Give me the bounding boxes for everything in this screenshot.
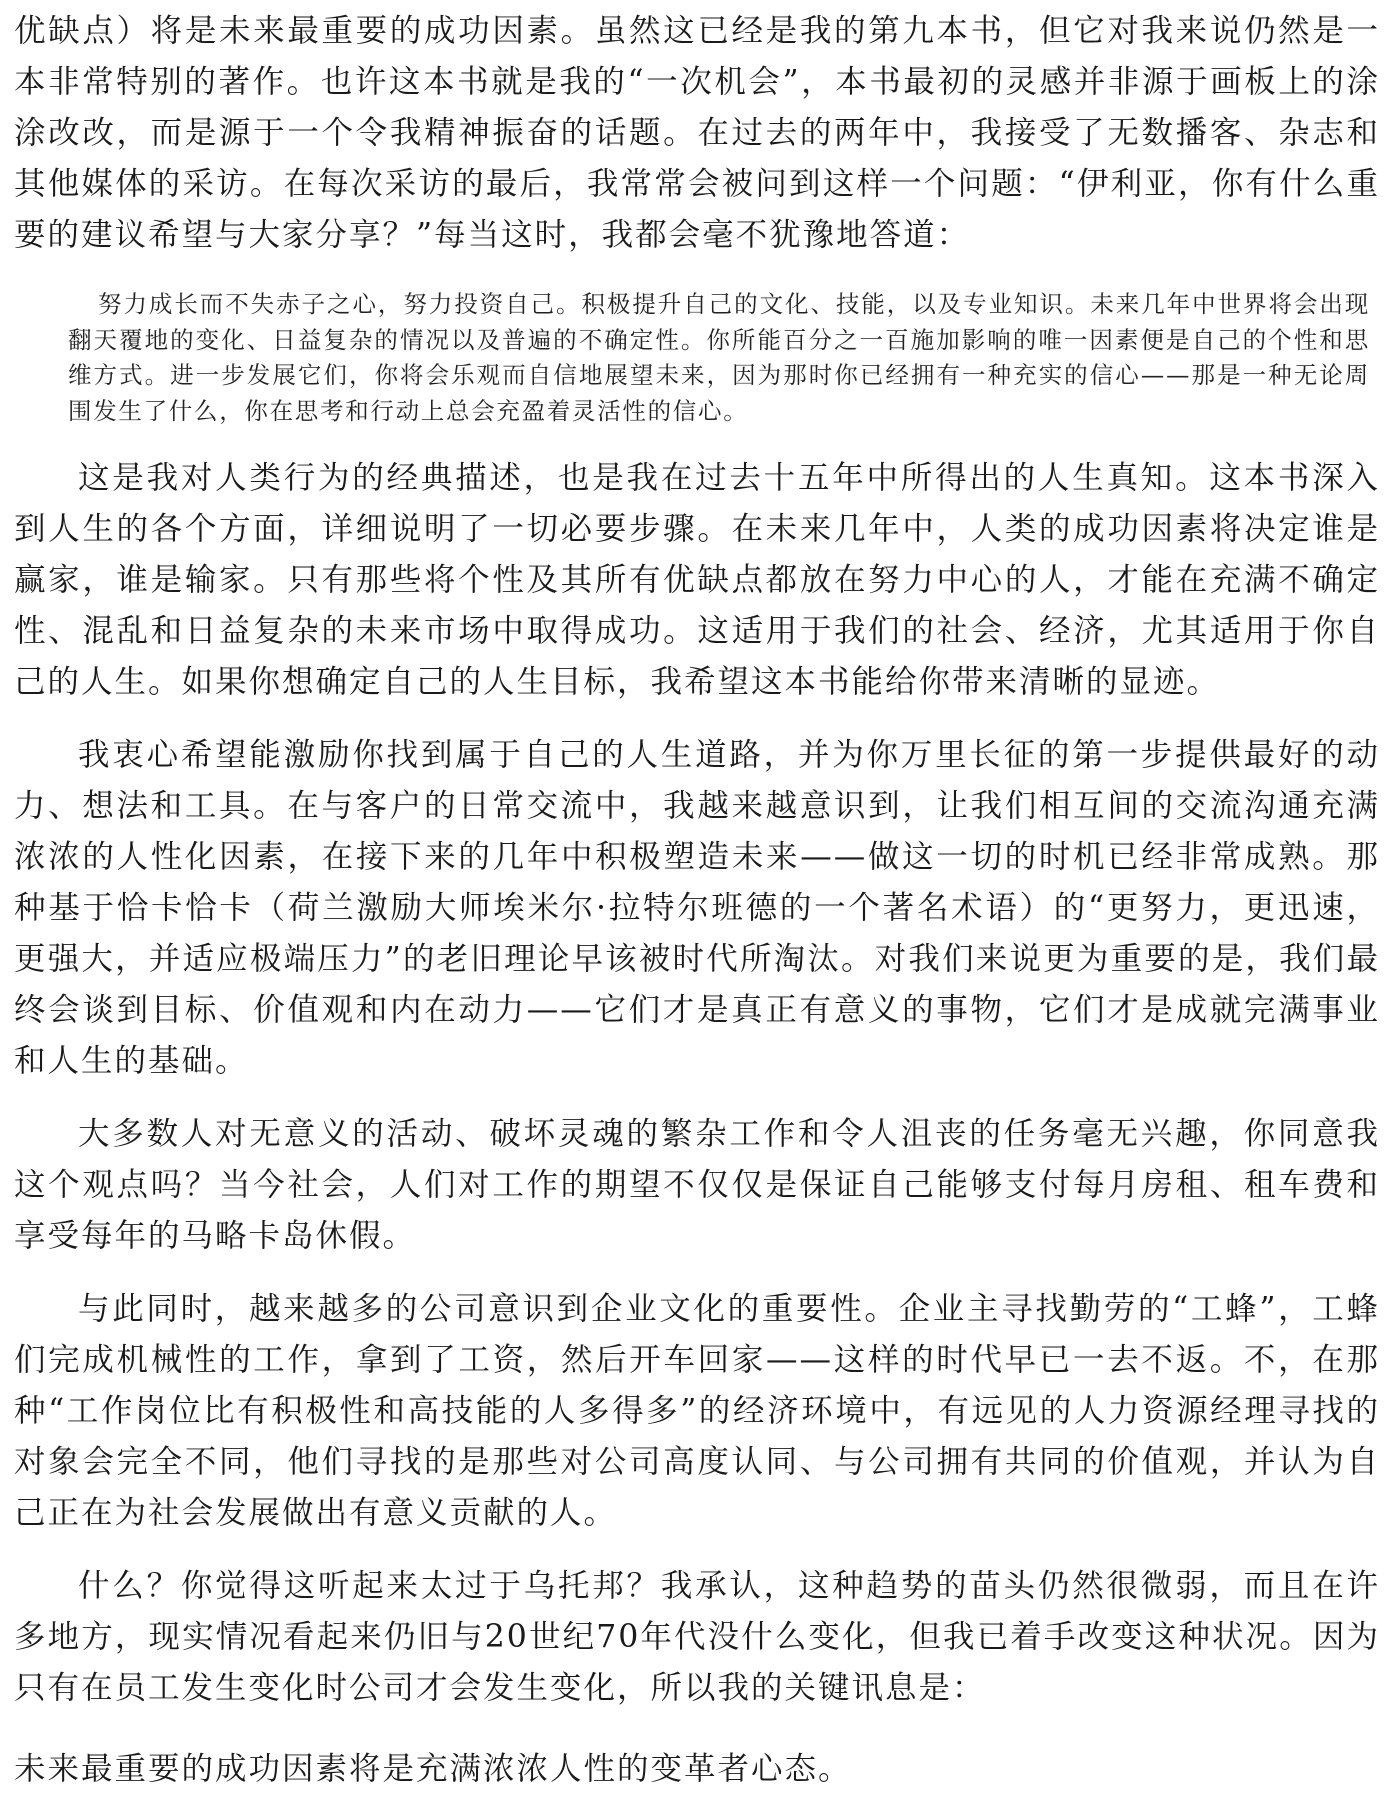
key-message: 未来最重要的成功因素将是充满浓浓人性的变革者心态。 bbox=[14, 1751, 852, 1787]
block-quote: 努力成长而不失赤子之心，努力投资自己。积极提升自己的文化、技能，以及专业知识。未来几年中世界将会出现翻天覆地的变化、日益复杂的情况以及普遍的不确定性。你所能百分之一百施加影响的唯一因素便是自己的个性和思维方式。进一步发展它们，你将会乐观而自信地展望未来，因为那时你已经拥有一种充实的信心——那是一种无论周围发生了什么，你在思考和行动上总会充盈着灵活性的信心。 bbox=[68, 290, 1370, 425]
paragraph-3: 我衷心希望能激励你找到属于自己的人生道路，并为你万里长征的第一步提供最好的动力、想法和工具。在与客户的日常交流中，我越来越意识到，让我们相互间的交流沟通充满浓浓的人性化因素，在接下来的几年中积极塑造未来——做这一切的时机已经非常成熟。那种基于恰卡恰卡（荷兰激励大师埃米尔·拉特尔班德的一个著名术语）的“更努力，更迅速，更强大，并适应极端压力”的老旧理论早该被时代所淘汰。对我们来说更为重要的是，我们最终会谈到目标、价值观和内在动力——它们才是真正有意义的事物，它们才是成就完满事业和人生的基础。 bbox=[14, 737, 1380, 1079]
page-content bbox=[14, 6, 1380, 1795]
paragraph-6: 什么？你觉得这听起来太过于乌托邦？我承认，这种趋势的苗头仍然很微弱，而且在许多地方，现实情况看起来仍旧与20世纪70年代没什么变化，但我已着手改变这种状况。因为只有在员工发生变化时公司才会发生变化，所以我的关键讯息是： bbox=[14, 1568, 1380, 1706]
paragraph-intro: 优缺点）将是未来最重要的成功因素。虽然这已经是我的第九本书，但它对我来说仍然是一本非常特别的著作。也许这本书就是我的“一次机会”，本书最初的灵感并非源于画板上的涂涂改改，而是源于一个令我精神振奋的话题。在过去的两年中，我接受了无数播客、杂志和其他媒体的采访。在每次采访的最后，我常常会被问到这样一个问题：“伊利亚，你有什么重要的建议希望与大家分享？”每当这时，我都会毫不犹豫地答道： bbox=[14, 13, 1380, 253]
paragraph-5: 与此同时，越来越多的公司意识到企业文化的重要性。企业主寻找勤劳的“工蜂”，工蜂们完成机械性的工作，拿到了工资，然后开车回家——这样的时代早已一去不返。不，在那种“工作岗位比有积极性和高技能的人多得多”的经济环境中，有远见的人力资源经理寻找的对象会完全不同，他们寻找的是那些对公司高度认同、与公司拥有共同的价值观，并认为自己正在为社会发展做出有意义贡献的人。 bbox=[14, 1291, 1380, 1531]
paragraph-4: 大多数人对无意义的活动、破坏灵魂的繁杂工作和令人沮丧的任务毫无兴趣，你同意我这个观点吗？当今社会，人们对工作的期望不仅仅是保证自己能够支付每月房租、租车费和享受每年的马略卡岛休假。 bbox=[14, 1116, 1380, 1254]
paragraph-2: 这是我对人类行为的经典描述，也是我在过去十五年中所得出的人生真知。这本书深入到人生的各个方面，详细说明了一切必要步骤。在未来几年中，人类的成功因素将决定谁是赢家，谁是输家。只有那些将个性及其所有优缺点都放在努力中心的人，才能在充满不确定性、混乱和日益复杂的未来市场中取得成功。这适用于我们的社会、经济，尤其适用于你自己的人生。如果你想确定自己的人生目标，我希望这本书能给你带来清晰的显迹。 bbox=[14, 460, 1380, 700]
